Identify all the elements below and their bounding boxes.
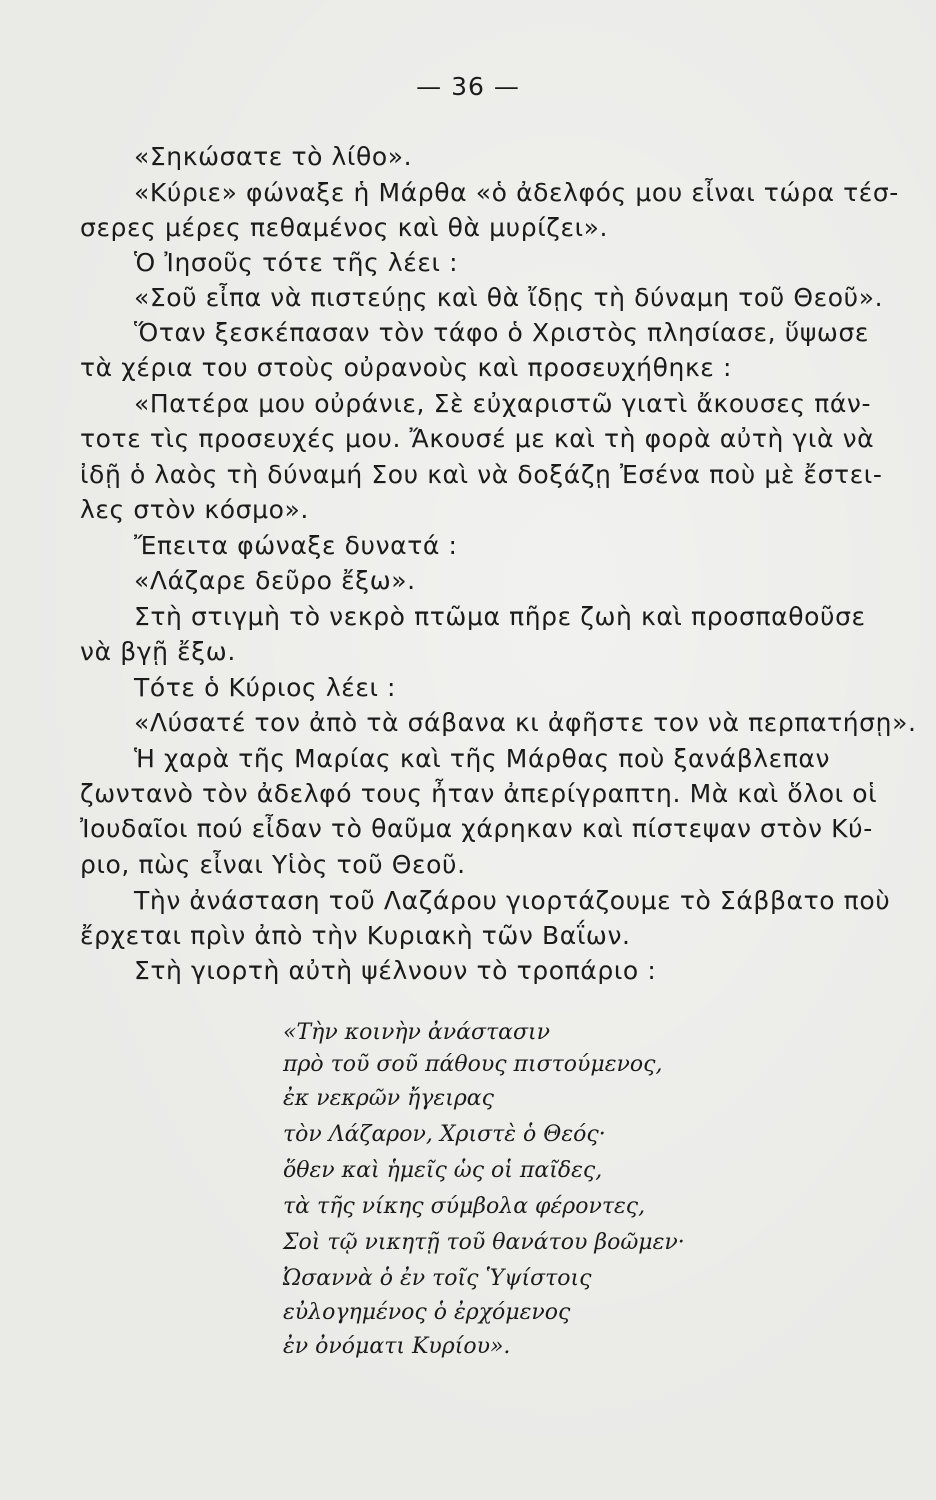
text-line: Ἔπειτα φώναξε δυνατά : [134,531,458,560]
text-line: «Πατέρα μου οὐράνιε, Σὲ εὐχαριστῶ γιατὶ ἄκουσες πάν- [134,389,872,418]
text-line: «Λύσατέ τον ἀπὸ τὰ σάβανα κι ἀφῆστε τον νὰ περπατήσῃ». [134,708,917,737]
text-line: Τότε ὁ Κύριος λέει : [134,673,397,702]
text-line: Τὴν ἀνάσταση τοῦ Λαζάρου γιορτάζουμε τὸ Σάββατο ποὺ [134,886,891,915]
hymn-line: πρὸ τοῦ σοῦ πάθους πιστούμενος, [283,1052,663,1077]
text-line: Ὅταν ξεσκέπασαν τὸν τάφο ὁ Χριστὸς πλησίασε, ὕψωσε [134,318,870,347]
hymn-line: Ὠσαννὰ ὁ ἐν τοῖς Ὑψίστοις [283,1266,592,1291]
text-line: τὰ χέρια του στοὺς οὐρανοὺς καὶ προσευχήθηκε : [80,353,732,382]
hymn-line: «Τὴν κοινὴν ἀνάστασιν [283,1020,551,1045]
text-line: Ἰουδαῖοι πού εἶδαν τὸ θαῦμα χάρηκαν καὶ πίστεψαν στὸν Κύ- [80,814,873,843]
text-line: ἰδῇ ὁ λαὸς τὴ δύναμή Σου καὶ νὰ δοξάζῃ Ἐσένα ποὺ μὲ ἔστει- [80,460,883,489]
hymn-line: Σοὶ τῷ νικητῇ τοῦ θανάτου βοῶμεν· [283,1230,685,1255]
text-line: λες στὸν κόσμο». [80,495,309,524]
hymn-line: εὐλογημένος ὁ ἐρχόμενος [283,1300,571,1325]
text-line: Στὴ στιγμὴ τὸ νεκρὸ πτῶμα πῆρε ζωὴ καὶ προσπαθοῦσε [134,602,866,631]
page-number: — 36 — [416,72,520,101]
text-line: νὰ βγῇ ἔξω. [80,637,236,666]
text-line: Ὁ Ἰησοῦς τότε τῆς λέει : [134,248,459,277]
text-line: «Σηκώσατε τὸ λίθο». [134,142,413,171]
text-line: «Λάζαρε δεῦρο ἔξω». [134,566,416,595]
hymn-line: ἐν ὀνόματι Κυρίου». [283,1334,511,1359]
text-line: «Κύριε» φώναξε ἡ Μάρθα «ὁ ἀδελφός μου εἶναι τώρα τέσ- [134,178,899,207]
text-line: Ἡ χαρὰ τῆς Μαρίας καὶ τῆς Μάρθας ποὺ ξανάβλεπαν [134,744,831,773]
hymn-line: τὸν Λάζαρον, Χριστὲ ὁ Θεός· [283,1122,606,1147]
text-line: «Σοῦ εἶπα νὰ πιστεύῃς καὶ θὰ ἴδῃς τὴ δύναμη τοῦ Θεοῦ». [134,283,884,312]
text-line: ἔρχεται πρὶν ἀπὸ τὴν Κυριακὴ τῶν Βαΐων. [80,921,631,950]
hymn-line: ἐκ νεκρῶν ἤγειρας [283,1086,494,1111]
text-line: τοτε τὶς προσευχές μου. Ἄκουσέ με καὶ τὴ φορὰ αὐτὴ γιὰ νὰ [80,424,875,453]
hymn-line: τὰ τῆς νίκης σύμβολα φέροντες, [283,1194,646,1219]
text-line: Στὴ γιορτὴ αὐτὴ ψέλνουν τὸ τροπάριο : [134,956,657,985]
text-line: ριο, πὼς εἶναι Υἱὸς τοῦ Θεοῦ. [80,850,466,879]
hymn-line: ὅθεν καὶ ἡμεῖς ὡς οἱ παῖδες, [283,1158,603,1183]
text-line: σερες μέρες πεθαμένος καὶ θὰ μυρίζει». [80,213,609,242]
text-line: ζωντανὸ τὸν ἀδελφό τους ἦταν ἀπερίγραπτη. Μὰ καὶ ὅλοι οἱ [80,779,878,808]
